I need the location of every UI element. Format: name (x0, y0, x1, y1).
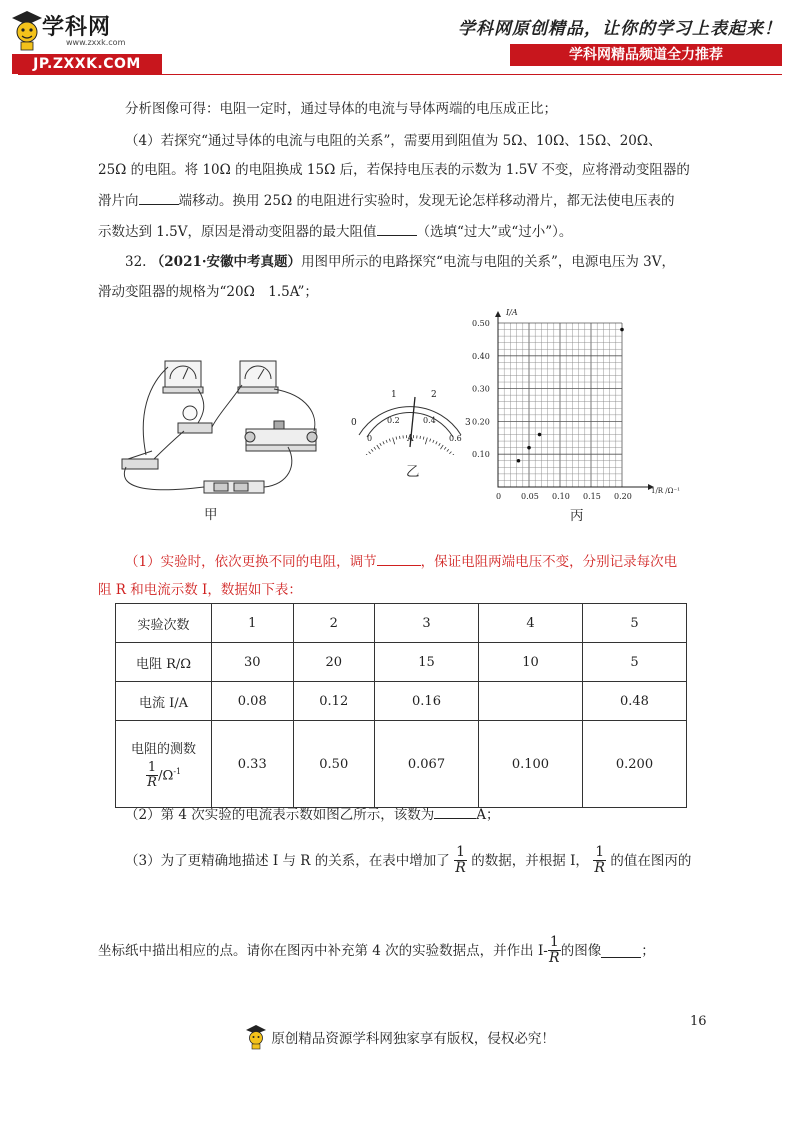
table-cell: 0.08 (212, 682, 294, 721)
q32-line-1 (125, 252, 675, 272)
table-cell: 0.067 (375, 721, 479, 808)
x-tick-label: 0.05 (521, 492, 539, 501)
table-cell-empty[interactable] (478, 682, 582, 721)
dial-tick (447, 449, 449, 451)
table-cell: 0.200 (582, 721, 686, 808)
q3-line-2 (98, 935, 655, 967)
dial-top-1: 1 (391, 390, 397, 400)
dial-tick (449, 452, 451, 454)
page-number: 16 (690, 1014, 707, 1029)
table-cell: 20 (293, 643, 375, 682)
dial-tick (425, 438, 427, 445)
answer-blank-graph[interactable] (601, 943, 641, 958)
dial-tick (377, 445, 380, 449)
q4-line-3-end: 端移动。换用 25Ω 的电阻进行实验时，发现无论怎样移动滑片，都无法使电压表的 (178, 193, 675, 209)
data-point (538, 433, 542, 437)
fraction-one-over-r: $\frac{1}{R}$ (455, 844, 466, 877)
row-header-reciprocal (116, 721, 212, 808)
figure-bing-label: 丙 (570, 508, 584, 524)
q3-line-2-end: ； (641, 942, 655, 959)
dial-tick (380, 443, 382, 446)
q1-line-1 (125, 551, 677, 572)
table-cell: 2 (293, 604, 375, 643)
q4-line-1: （4）若探究“通过导体的电流与电阻的关系”，需要用到阻值为 5Ω、10Ω、15Ω、20Ω、 (125, 133, 662, 149)
dial-tick (389, 439, 390, 442)
dial-tick (386, 440, 387, 443)
logo-url: www.zxxk.com (66, 38, 126, 47)
table-cell: 0.50 (293, 721, 375, 808)
data-point (527, 446, 531, 450)
table-cell: 0.12 (293, 682, 375, 721)
dial-tick (399, 436, 400, 439)
q32-text: 用图甲所示的电路探究“电流与电阻的关系”，电源电压为 3V， (301, 254, 675, 270)
y-tick-label: 0.30 (472, 384, 490, 394)
answer-blank-current[interactable] (434, 804, 476, 819)
data-point (620, 328, 624, 332)
header-divider (18, 74, 782, 75)
table-cell: 5 (582, 643, 686, 682)
logo-banner: JP.ZXXK.COM (12, 54, 162, 74)
q1-line-1-end: ，保证电阻两端电压不变，分别记录每次电 (420, 554, 678, 570)
dial-tick (433, 440, 434, 443)
experiment-data-table (115, 603, 687, 808)
table-row (116, 682, 687, 721)
mascot-icon (245, 1024, 267, 1050)
q3-line-2-start: 坐标纸中描出相应的点。请你在图丙中补充第 4 次的实验数据点，并作出 I- (98, 942, 548, 959)
table-cell: 0.100 (478, 721, 582, 808)
q2-unit: A； (476, 807, 500, 823)
q3-line-1 (125, 845, 691, 877)
dial-tick (444, 447, 446, 449)
q3-text-b: 的数据，并根据 I， (471, 852, 589, 869)
question-source: （2021·安徽中考真题） (150, 254, 302, 270)
dial-tick (420, 436, 421, 439)
fraction-one-over-r: $\frac{1}{R}$ (594, 844, 605, 877)
dial-tick (383, 441, 384, 444)
row-header-reciprocal-text: 电阻的测数 (130, 741, 196, 757)
answer-blank-direction[interactable] (139, 190, 179, 205)
dial-tick (452, 454, 454, 455)
dial-tick (440, 445, 443, 449)
x-tick-label: 0.10 (552, 492, 570, 501)
channel-banner: 学科网精品频道全力推荐 (510, 44, 782, 66)
circuit-apparatus-figure (118, 355, 328, 505)
dial-tick (366, 454, 368, 455)
dial-bottom-02: 0.2 (387, 416, 400, 425)
coordinate-grid-chart (466, 305, 686, 505)
q1-line-2: 阻 R 和电流示数 I，数据如下表： (98, 582, 302, 598)
question-number: 32. (125, 254, 147, 270)
logo-text: 学科网 (42, 15, 112, 40)
chart-x-axis-label: 1/R /Ω⁻¹ (651, 487, 680, 495)
table-row (116, 721, 687, 808)
y-tick-label: 0.40 (472, 351, 490, 361)
table-cell: 0.48 (582, 682, 686, 721)
q4-line-2: 25Ω 的电阻。将 10Ω 的电阻换成 15Ω 后，若保持电压表的示数为 1.5V 不变，应将滑动变阻器的 (98, 162, 690, 178)
y-tick-label: 0.20 (472, 417, 490, 427)
table-cell: 5 (582, 604, 686, 643)
row-header-current: 电流 I/A (116, 682, 212, 721)
q4-line-3-start: 滑片向 (98, 193, 139, 209)
footer-copyright (0, 1024, 800, 1050)
dial-top-2: 2 (431, 390, 437, 400)
table-cell: 0.33 (212, 721, 294, 808)
answer-blank-resistance[interactable] (377, 221, 417, 236)
figure-jia-label: 甲 (204, 507, 218, 523)
analysis-line: 分析图像可得：电阻一定时，通过导体的电流与导体两端的电压成正比； (125, 101, 557, 117)
y-tick-label: 0.50 (472, 319, 490, 328)
mascot-icon (10, 8, 44, 52)
ammeter-dial-figure (345, 385, 475, 455)
dial-tick (393, 438, 395, 445)
dial-tick (423, 437, 424, 440)
dial-top-3: 3 (465, 418, 471, 428)
dial-tick (371, 449, 373, 451)
q3-line-2-mid: 的图像 (560, 942, 602, 959)
dial-outer-zero: 0 (351, 418, 357, 428)
table-cell: 0.16 (375, 682, 479, 721)
table-cell: 4 (478, 604, 582, 643)
copyright-text: 原创精品资源学科网独家享有版权，侵权必究！ (271, 1031, 555, 1047)
q32-line-2: 滑动变阻器的规格为“20Ω 1.5A”； (98, 284, 318, 300)
figure-yi-label: 乙 (406, 464, 420, 480)
x-tick-label: 0.15 (583, 492, 601, 501)
row-header-reciprocal-unit: $\frac{1}{R}$ $/\Omega^{-1}$ (147, 759, 182, 790)
row-header-resistance: 电阻 R/Ω (116, 643, 212, 682)
header-slogan: 学科网原创精品，让你的学习上表起来！ (458, 19, 782, 39)
row-header-trial: 实验次数 (116, 604, 212, 643)
table-cell: 30 (212, 643, 294, 682)
dial-bottom-04: 0.4 (423, 416, 436, 425)
table-row (116, 643, 687, 682)
q4-line-4-end: （选填“过大”或“过小”）。 (416, 224, 573, 240)
q2-text: （2）第 4 次实验的电流表示数如图乙所示，该数为 (125, 807, 435, 823)
table-cell: 15 (375, 643, 479, 682)
table-row (116, 604, 687, 643)
chart-y-axis-label: I/A (506, 308, 518, 317)
q4-line-3 (98, 190, 674, 211)
dial-bottom-0: 0 (367, 434, 373, 443)
answer-blank-adjust[interactable] (377, 551, 421, 566)
table-cell: 1 (212, 604, 294, 643)
fraction-one-over-r: $\frac{1}{R}$ (549, 934, 560, 967)
dial-tick (396, 437, 397, 440)
dial-tick (374, 447, 376, 449)
q2-line (125, 804, 500, 825)
y-axis-arrow (495, 311, 501, 317)
x-tick-label: 0.20 (614, 492, 632, 501)
data-point (517, 459, 521, 463)
dial-bottom-06: 0.6 (449, 434, 462, 443)
dial-tick (430, 439, 431, 442)
dial-tick (439, 443, 441, 446)
site-logo (10, 8, 160, 74)
q3-text-a: （3）为了更精确地描述 I 与 R 的关系，在表中增加了 (125, 852, 450, 869)
dial-tick (436, 441, 437, 444)
fraction-one-over-r: $\frac{1}{R}$ (147, 759, 157, 790)
q1-line-1-start: （1）实验时，依次更换不同的电阻，调节 (125, 554, 377, 570)
table-cell: 10 (478, 643, 582, 682)
q4-line-4-start: 示数达到 1.5V，原因是滑动变阻器的最大阻值 (98, 224, 377, 240)
x-tick-label: 0 (496, 492, 502, 501)
dial-tick (369, 452, 371, 454)
table-cell: 3 (375, 604, 479, 643)
y-tick-label: 0.10 (472, 450, 490, 460)
dial-unit: A (407, 434, 414, 444)
q3-text-c: 的值在图丙的 (610, 852, 692, 869)
q4-line-4 (98, 221, 572, 242)
